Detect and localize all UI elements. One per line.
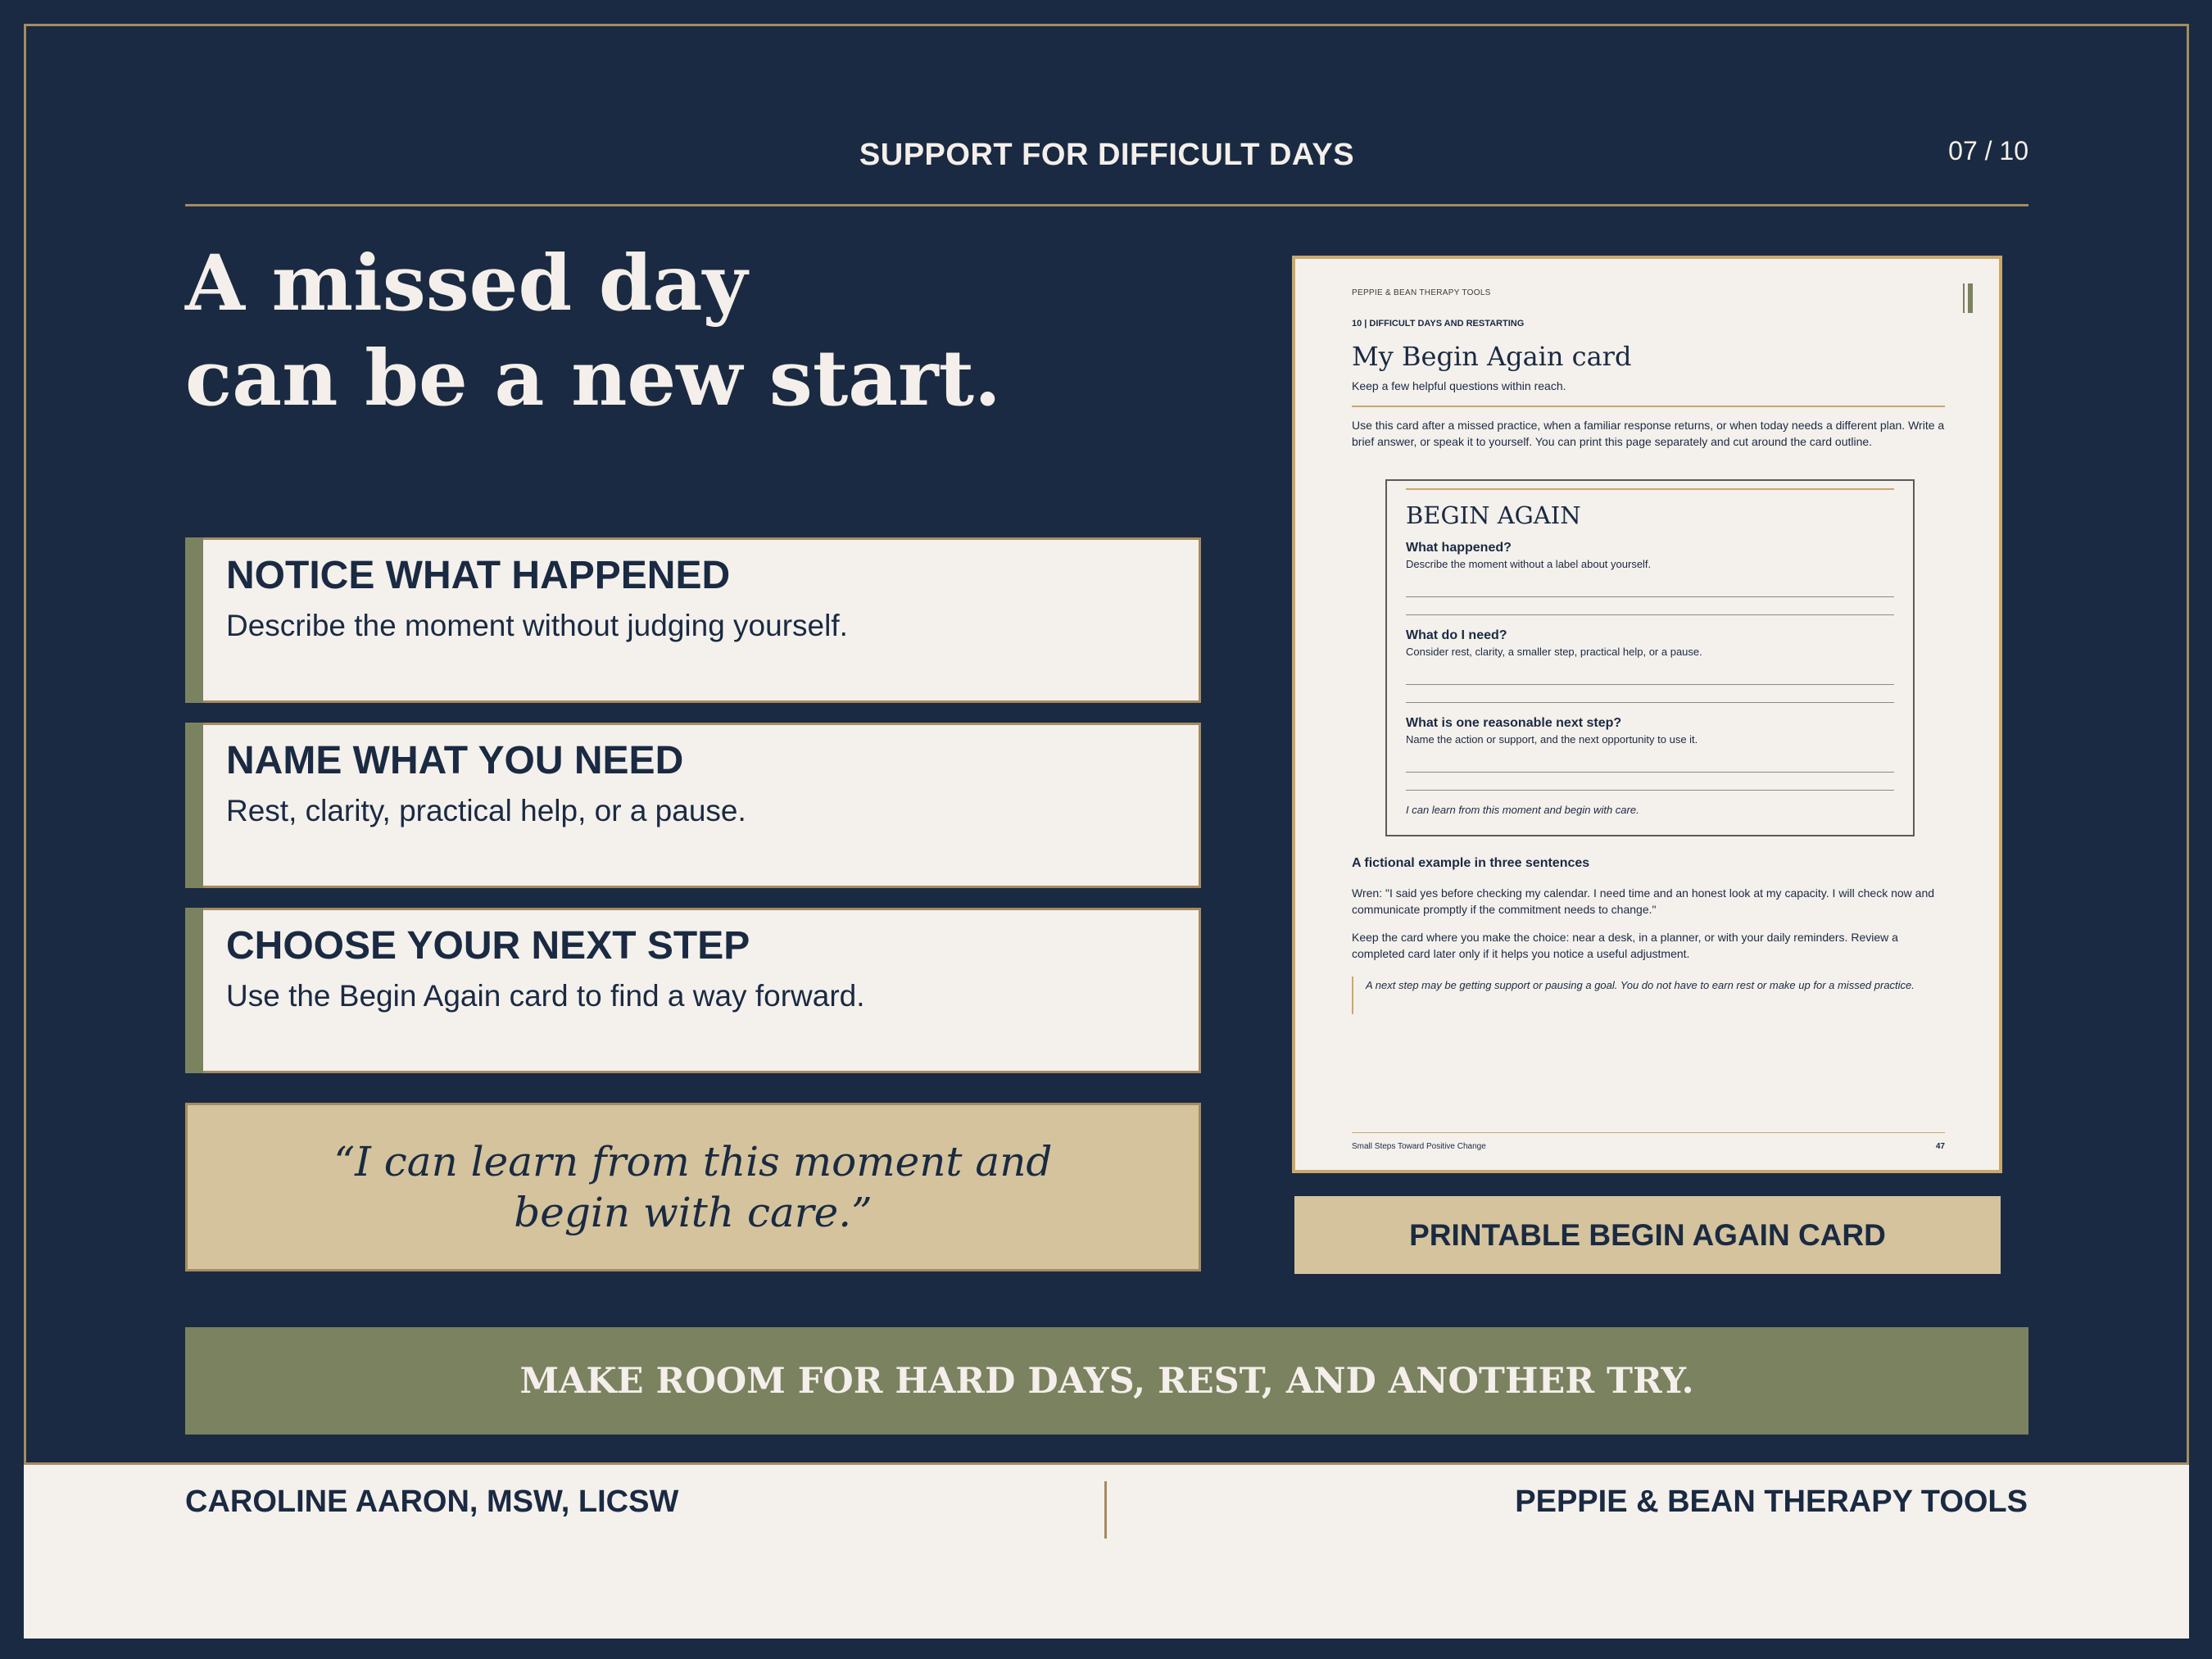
card-top-rule [1406,488,1894,490]
card-question-label: What do I need? [1406,628,1507,642]
author-credit: CAROLINE AARON, MSW, LICSW [185,1484,679,1519]
step-accent-bar [185,537,203,703]
preview-note: A next step may be getting support or pausing a goal. You do not have to earn rest or make up for a missed practice. [1366,979,1915,991]
step-card-next-step [185,908,1201,1073]
headline [185,236,1209,426]
card-write-line [1406,684,1894,685]
section-title: SUPPORT FOR DIFFICULT DAYS [859,138,1355,172]
card-question-hint: Name the action or support, and the next opportunity to use it. [1406,733,1698,746]
card-write-line [1406,790,1894,791]
preview-brand: PEPPIE & BEAN THERAPY TOOLS [1352,288,1491,297]
example-guidance: Keep the card where you make the choice: near a desk, in a planner, or with your daily reminders. Review a completed card later only if it helps you notice a useful adjustment. [1352,931,1898,960]
card-affirmation: I can learn from this moment and begin with care. [1406,804,1639,816]
preview-footer-title: Small Steps Toward Positive Change [1352,1142,1486,1151]
footer-divider [1104,1481,1107,1539]
card-write-line [1406,772,1894,773]
card-question-label: What is one reasonable next step? [1406,716,1622,730]
preview-page-number: 47 [1935,1142,1945,1151]
preview-section-label: 10 | DIFFICULT DAYS AND RESTARTING [1352,319,1525,329]
preview-intro: Use this card after a missed practice, when a familiar response returns, or when today needs a different plan. Write a brief answer, or speak it to yourself. You can print this page separately and cut around the card outline. [1352,419,1945,448]
quote-text: “I can learn from this moment and begin with care.” [333,1138,1053,1236]
message-banner: MAKE ROOM FOR HARD DAYS, REST, AND ANOTHER TRY. [185,1327,2028,1435]
card-question-hint: Describe the moment without a label about yourself. [1406,558,1652,570]
page-counter: 07 / 10 [1948,136,2028,165]
step-accent-bar [185,723,203,888]
headline-line-2: can be a new start. [185,333,1001,424]
preview-subtitle: Keep a few helpful questions within reach. [1352,379,1566,392]
header-divider [185,204,2028,206]
step-description: Use the Begin Again card to find a way forward. [226,979,865,1013]
footer-bar [24,1462,2189,1639]
preview-title: My Begin Again card [1352,341,1632,372]
step-card-notice [185,537,1201,703]
worksheet-preview [1292,256,2002,1173]
step-title: NOTICE WHAT HAPPENED [226,554,731,597]
preview-divider [1352,406,1945,407]
card-title: BEGIN AGAIN [1406,501,1581,529]
note-accent-bar [1352,977,1353,1014]
step-description: Describe the moment without judging yourself. [226,609,848,642]
headline-line-1: A missed day [185,238,748,329]
card-write-line [1406,596,1894,597]
card-write-line [1406,614,1894,615]
begin-again-card [1385,479,1915,836]
card-question-hint: Consider rest, clarity, a smaller step, practical help, or a pause. [1406,646,1702,658]
card-write-line [1406,702,1894,703]
step-accent-bar [185,908,203,1073]
printable-card-label: PRINTABLE BEGIN AGAIN CARD [1294,1196,2001,1274]
card-question-label: What happened? [1406,541,1512,555]
brand-name: PEPPIE & BEAN THERAPY TOOLS [1515,1484,2028,1519]
step-title: NAME WHAT YOU NEED [226,739,684,782]
preview-footer-rule [1352,1132,1945,1133]
step-description: Rest, clarity, practical help, or a pause. [226,794,746,827]
example-text: Wren: "I said yes before checking my calendar. I need time and an honest look at my capacity. I will check now and communicate promptly if the commitment needs to change." [1352,886,1935,916]
preview-corner-marks [1963,283,1973,313]
example-title: A fictional example in three sentences [1352,856,1590,870]
quote-box [185,1103,1201,1271]
step-title: CHOOSE YOUR NEXT STEP [226,924,750,968]
step-card-name-need [185,723,1201,888]
